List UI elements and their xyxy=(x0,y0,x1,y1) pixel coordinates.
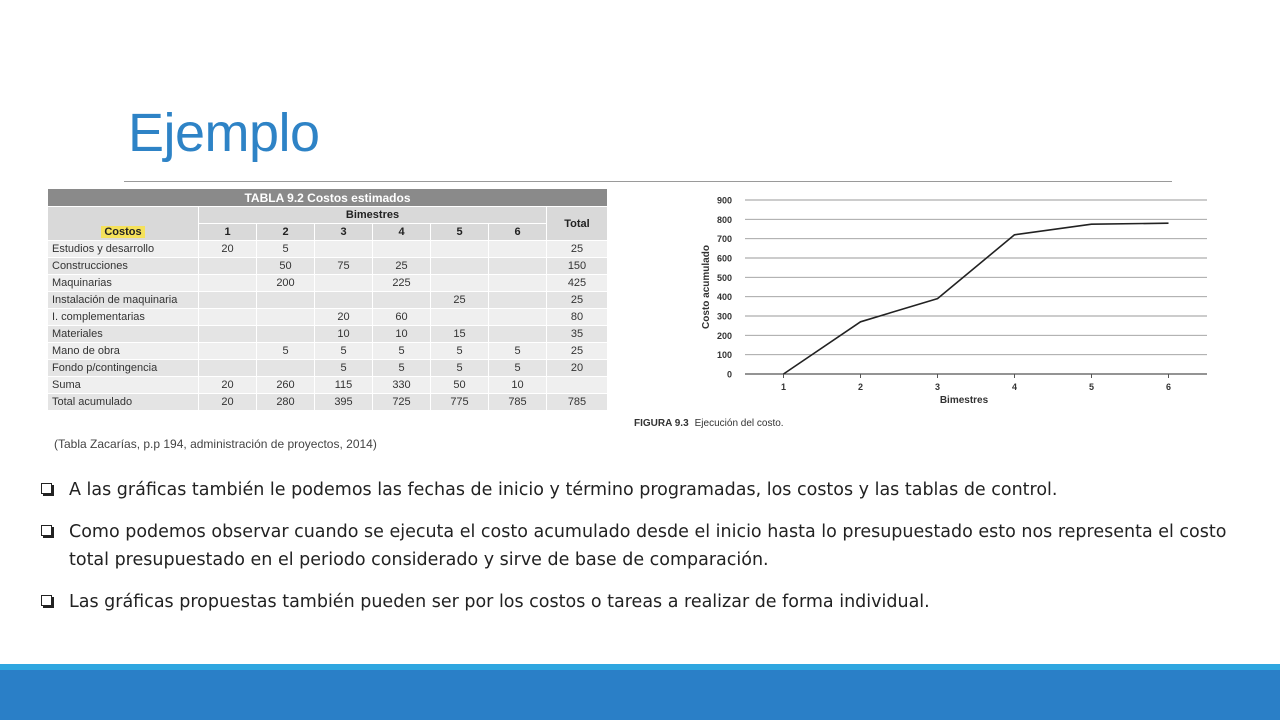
period-header: 3 xyxy=(315,224,373,241)
table-cell xyxy=(431,309,489,326)
y-tick-label: 700 xyxy=(716,234,732,245)
table-cell xyxy=(431,241,489,258)
table-cell: 50 xyxy=(431,377,489,394)
table-cell xyxy=(199,326,257,343)
y-tick-label: 400 xyxy=(716,292,732,303)
row-total: 80 xyxy=(547,309,608,326)
table-cell: 260 xyxy=(257,377,315,394)
row-total: 25 xyxy=(547,292,608,309)
y-tick-label: 900 xyxy=(716,195,732,206)
row-label: Mano de obra xyxy=(48,343,199,360)
table-body xyxy=(48,241,608,411)
table-row xyxy=(48,258,608,275)
y-tick-label: 500 xyxy=(716,272,732,283)
x-tick-label: 1 xyxy=(780,382,787,392)
total-header: Total xyxy=(547,207,608,241)
bullet-item xyxy=(40,518,1260,574)
table-cell xyxy=(199,292,257,309)
table-cell xyxy=(315,275,373,292)
table-cell xyxy=(489,258,547,275)
table-cell xyxy=(257,309,315,326)
table-cell: 5 xyxy=(257,241,315,258)
bullet-text: Las gráficas propuestas también pueden ser por los costos o tareas a realizar de forma individual. xyxy=(69,592,930,612)
table-cell: 5 xyxy=(431,360,489,377)
checkbox-bullet-icon xyxy=(41,595,52,606)
table-cell xyxy=(199,343,257,360)
figure-caption-text: Ejecución del costo. xyxy=(694,418,784,429)
figure-caption xyxy=(634,418,784,429)
table-cell: 785 xyxy=(489,394,547,411)
row-total: 25 xyxy=(547,241,608,258)
table-cell xyxy=(315,241,373,258)
row-label: Materiales xyxy=(48,326,199,343)
table-row xyxy=(48,394,608,411)
row-label: I. complementarias xyxy=(48,309,199,326)
table-row xyxy=(48,275,608,292)
table-cell: 725 xyxy=(373,394,431,411)
table-cell xyxy=(257,360,315,377)
table-cell: 5 xyxy=(315,343,373,360)
table-cell xyxy=(431,258,489,275)
table-cell xyxy=(373,241,431,258)
table-cell xyxy=(257,292,315,309)
table-cell: 5 xyxy=(373,360,431,377)
table-cell: 115 xyxy=(315,377,373,394)
table-cell: 5 xyxy=(315,360,373,377)
table-row xyxy=(48,343,608,360)
series-line-costo-acumulado xyxy=(784,223,1169,374)
table-cell: 395 xyxy=(315,394,373,411)
row-total: 425 xyxy=(547,275,608,292)
table-cell xyxy=(199,275,257,292)
cost-execution-chart xyxy=(630,185,1230,435)
table-cell: 10 xyxy=(373,326,431,343)
table-row xyxy=(48,377,608,394)
x-tick-label: 2 xyxy=(857,382,864,392)
table-cell: 25 xyxy=(373,258,431,275)
period-header: 4 xyxy=(373,224,431,241)
title-divider xyxy=(124,181,1172,182)
row-label: Estudios y desarrollo xyxy=(48,241,199,258)
table-cell xyxy=(373,292,431,309)
bullet-item xyxy=(40,588,1260,616)
y-tick-label: 0 xyxy=(726,369,732,380)
table-cell xyxy=(489,275,547,292)
bullet-item xyxy=(40,476,1260,504)
costos-label: Costos xyxy=(101,226,144,238)
checkbox-bullet-icon xyxy=(41,483,52,494)
table-cell: 10 xyxy=(315,326,373,343)
table-cell: 5 xyxy=(489,343,547,360)
row-label: Fondo p/contingencia xyxy=(48,360,199,377)
period-header: 1 xyxy=(199,224,257,241)
y-tick-label: 200 xyxy=(716,330,732,341)
row-label: Instalación de maquinaria xyxy=(48,292,199,309)
table-cell xyxy=(199,258,257,275)
table-cell: 10 xyxy=(489,377,547,394)
row-total: 25 xyxy=(547,343,608,360)
table-caption: TABLA 9.2 Costos estimados xyxy=(48,189,608,207)
table-cell xyxy=(257,326,315,343)
table-cell: 5 xyxy=(257,343,315,360)
row-label: Suma xyxy=(48,377,199,394)
table-source-note: (Tabla Zacarías, p.p 194, administración de proyectos, 2014) xyxy=(54,437,377,451)
table-cell xyxy=(315,292,373,309)
period-header: 2 xyxy=(257,224,315,241)
table-cell xyxy=(489,241,547,258)
x-tick-label: 3 xyxy=(934,382,941,392)
table-cell: 5 xyxy=(373,343,431,360)
bimestres-header: Bimestres xyxy=(199,207,547,224)
checkbox-bullet-icon xyxy=(41,525,52,536)
x-tick-label: 4 xyxy=(1011,382,1018,392)
table-cell: 775 xyxy=(431,394,489,411)
y-tick-label: 600 xyxy=(716,253,732,264)
x-tick-label: 6 xyxy=(1165,382,1172,392)
x-tick-label: 5 xyxy=(1088,382,1095,392)
table-cell: 330 xyxy=(373,377,431,394)
table-row xyxy=(48,292,608,309)
table-cell: 20 xyxy=(199,394,257,411)
table-cell: 5 xyxy=(489,360,547,377)
table-cell: 20 xyxy=(199,377,257,394)
row-label: Total acumulado xyxy=(48,394,199,411)
period-header: 6 xyxy=(489,224,547,241)
table-cell: 280 xyxy=(257,394,315,411)
bullet-text: Como podemos observar cuando se ejecuta el costo acumulado desde el inicio hasta lo presupuestado esto nos representa el costo total presupuestado en el periodo considerado y sirve de base de comparación. xyxy=(69,522,1227,570)
row-total xyxy=(547,377,608,394)
x-axis-label: Bimestres xyxy=(939,395,989,406)
y-tick-label: 300 xyxy=(716,311,732,322)
y-tick-label: 800 xyxy=(716,214,732,225)
table-cell: 75 xyxy=(315,258,373,275)
table-cell xyxy=(489,326,547,343)
table-row xyxy=(48,241,608,258)
y-axis-label: Costo acumulado xyxy=(701,245,712,329)
table-cell xyxy=(431,275,489,292)
row-total: 35 xyxy=(547,326,608,343)
row-total: 785 xyxy=(547,394,608,411)
table-cell: 50 xyxy=(257,258,315,275)
table-cell: 225 xyxy=(373,275,431,292)
table-cell xyxy=(489,292,547,309)
row-total: 150 xyxy=(547,258,608,275)
cost-table xyxy=(47,188,608,411)
chart-grid xyxy=(745,200,1207,374)
table-cell: 200 xyxy=(257,275,315,292)
table-cell: 60 xyxy=(373,309,431,326)
period-header: 5 xyxy=(431,224,489,241)
y-tick-label: 100 xyxy=(716,350,732,361)
slide-title: Ejemplo xyxy=(128,103,320,163)
bullet-text: A las gráficas también le podemos las fechas de inicio y término programadas, los costos y las tablas de control. xyxy=(69,480,1058,500)
table-row xyxy=(48,360,608,377)
table-cell: 5 xyxy=(431,343,489,360)
figure-caption-number: FIGURA 9.3 xyxy=(634,418,689,429)
row-label: Maquinarias xyxy=(48,275,199,292)
table-cell xyxy=(199,360,257,377)
table-cell xyxy=(199,309,257,326)
table-cell xyxy=(489,309,547,326)
row-total: 20 xyxy=(547,360,608,377)
table-cell: 20 xyxy=(315,309,373,326)
costos-header xyxy=(48,207,199,241)
bullet-list xyxy=(40,476,1260,630)
table-row xyxy=(48,326,608,343)
footer-band xyxy=(0,670,1280,720)
table-cell: 15 xyxy=(431,326,489,343)
table-row xyxy=(48,309,608,326)
table-cell: 20 xyxy=(199,241,257,258)
table-cell: 25 xyxy=(431,292,489,309)
row-label: Construcciones xyxy=(48,258,199,275)
